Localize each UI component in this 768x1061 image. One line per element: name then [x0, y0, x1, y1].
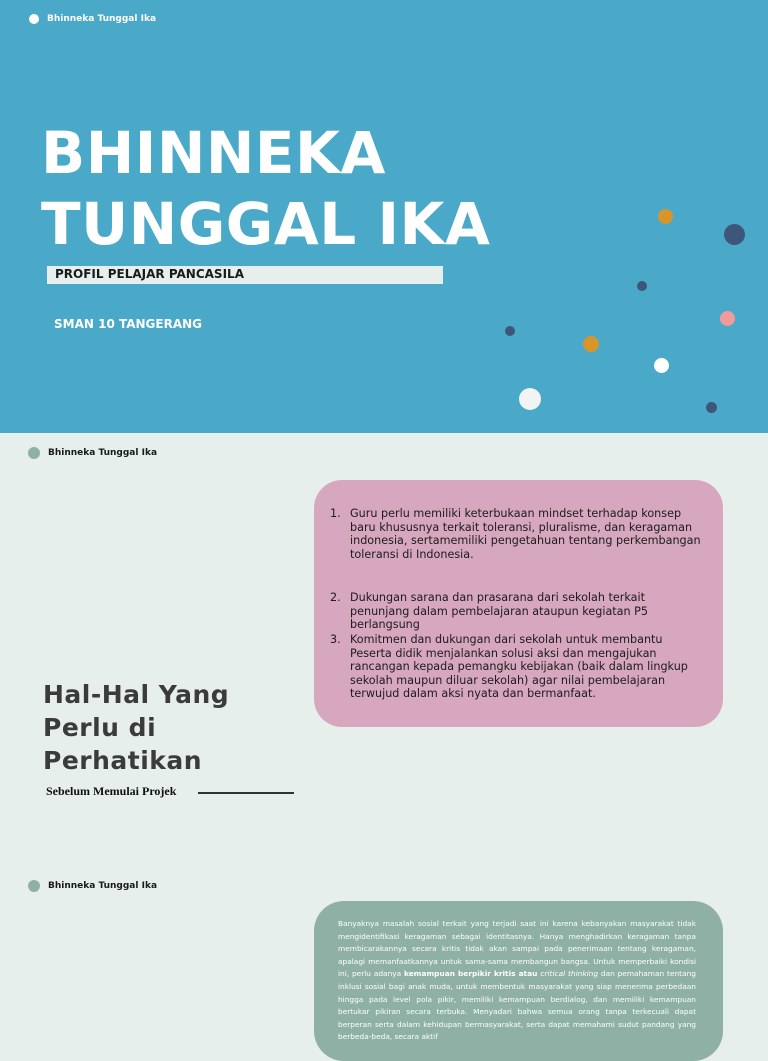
cover-subtitle: PROFIL PELAJAR PANCASILA: [55, 267, 244, 281]
cover-title-line-1: BHINNEKA: [41, 119, 386, 187]
cover-title-line-2: TUNGGAL IKA: [41, 190, 491, 258]
decor-dot-navy-small-1: [637, 281, 647, 291]
list-item-number: 1.: [330, 507, 341, 520]
school-name: SMAN 10 TANGERANG: [54, 317, 203, 331]
list-item-text: Dukungan sarana dan prasarana dari sekolah terkait penunjang dalam pembelajaran ataupun kegiatan P5 berlangsung: [350, 591, 649, 631]
list-item: [330, 633, 702, 701]
decor-dot-navy-small-3: [706, 402, 717, 413]
list-item-text: Guru perlu memiliki keterbukaan mindset terhadap konsep baru khususnya terkait toleransi, pluralisme, dan keragaman indonesia, sertamemiliki pengetahuan tentang perkembangan toleransi di Indonesia.: [350, 507, 701, 561]
heading-line-1: Hal-Hal Yang: [43, 680, 230, 709]
subheading-divider: [198, 792, 294, 794]
intro-text-bold: kemampuan berpikir kritis atau: [404, 969, 541, 979]
considerations-subheading: Sebelum Memulai Projek: [46, 784, 177, 798]
heading-line-3: Perhatikan: [43, 746, 203, 775]
slide2-brand: [28, 447, 157, 459]
considerations-slide: [0, 433, 768, 863]
list-item-number: 3.: [330, 633, 341, 646]
heading-line-2: Perlu di: [43, 713, 157, 742]
brand-label: Bhinneka Tunggal Ika: [47, 14, 157, 24]
cover-brand: [29, 14, 156, 24]
brand-dot-icon: [28, 447, 40, 459]
intro-text-part2: dan pemahaman tentang inklusi sosial bagi anak muda, untuk membentuk masyarakat yang siap menerima perbedaan hingga pada level pola pikir, memiliki kemampuan berdialog, dan memiliki kemampuan bertukar pikiran secara terbuka. Menyadari bahwa semua orang tanpa terkecuali dapat berperan serta dalam kehidupan bermasyarakat, serta dapat memahami sudut pandang yang berbeda-beda, secara aktif: [338, 969, 696, 1042]
decor-dot-white-1: [654, 358, 669, 373]
brand-label: Bhinneka Tunggal Ika: [48, 448, 158, 458]
decor-dot-navy-large: [724, 224, 745, 245]
list-item-number: 2.: [330, 591, 341, 604]
cover-subtitle-bar: [47, 266, 443, 284]
intro-text-italic: critical thinking: [540, 969, 599, 979]
brand-label: Bhinneka Tunggal Ika: [48, 881, 158, 891]
list-item: [330, 507, 702, 561]
intro-paragraph: [338, 918, 696, 1044]
decor-dot-pink: [720, 311, 735, 326]
decor-dot-navy-small-2: [505, 326, 515, 336]
intro-text-part1: Banyaknya masalah sosial terkait yang terjadi saat ini karena kebanyakan masyarakat tidak mengidentifikasi keragaman sebagai identitasnya. Hanya menghadirkan keragaman tanpa membicarakannya secara kritis tidak akan sampai pada penerimaan tentang keragaman, apalagi memanfaatkannya untuk sama-sama membangun bangsa. Untuk memperbaiki kondisi ini, perlu adanya: [338, 919, 696, 979]
considerations-heading: [43, 678, 263, 777]
slide3-brand: [28, 880, 157, 892]
cover-title: [41, 118, 521, 260]
brand-dot-icon: [29, 14, 39, 24]
decor-dot-white-2: [519, 388, 541, 410]
considerations-box: [314, 480, 723, 727]
cover-slide: [0, 0, 768, 433]
intro-slide: [0, 863, 768, 1042]
list-item: [330, 591, 702, 632]
decor-dot-orange-1: [658, 209, 673, 224]
intro-box: [314, 901, 723, 1061]
list-item-text: Komitmen dan dukungan dari sekolah untuk membantu Peserta didik menjalankan solusi aksi dan mengajukan rancangan kepada pemangku kebijakan (baik dalam lingkup sekolah maupun diluar sekolah) agar nilai pembelajaran terwujud dalam aksi nyata dan bermanfaat.: [350, 633, 688, 700]
brand-dot-icon: [28, 880, 40, 892]
decor-dot-orange-2: [583, 336, 599, 352]
